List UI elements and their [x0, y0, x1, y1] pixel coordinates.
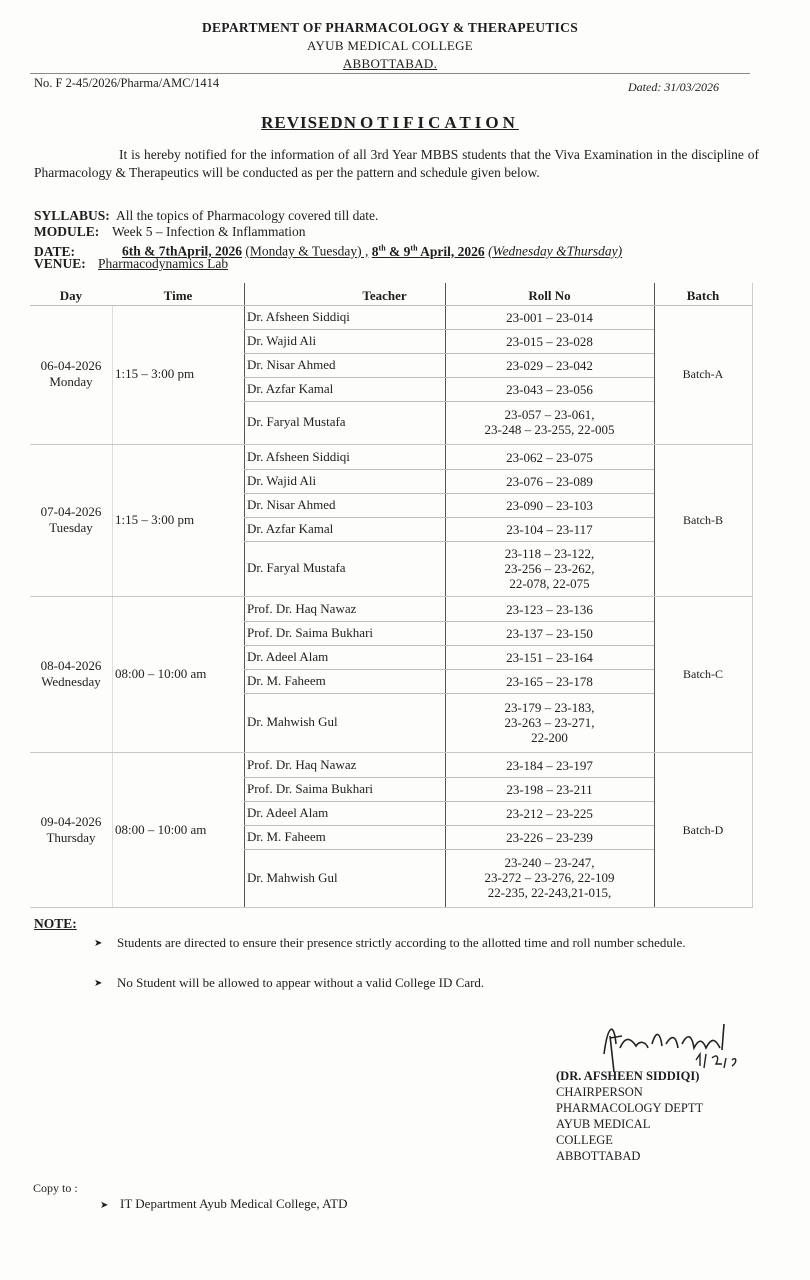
roll-number-range: 23-248 – 23-255, 22-005 — [484, 422, 615, 437]
day-weekday: Monday — [49, 374, 93, 389]
session-time: 08:00 – 10:00 am — [115, 666, 207, 681]
batch-label: Batch-D — [682, 822, 724, 837]
batch-label: Batch-B — [683, 513, 723, 527]
roll-number-range: 23-123 – 23-136 — [506, 601, 593, 617]
bullet-arrow-icon: ➤ — [94, 938, 103, 949]
teacher-name: Dr. Adeel Alam — [247, 805, 329, 820]
syllabus-line — [34, 208, 378, 223]
teacher-name: Dr. M. Faheem — [247, 673, 326, 688]
date-second — [372, 244, 485, 259]
signatory-name: (DR. AFSHEEN SIDDIQI) — [556, 1069, 700, 1083]
table-row-divider — [244, 777, 654, 778]
date-first: 6th & 7thApril, 2026 — [122, 243, 243, 259]
table-row-divider — [244, 353, 654, 354]
signatory-block — [556, 1068, 703, 1164]
roll-number-range: 23-179 – 23-183, — [504, 699, 595, 715]
date-9-suffix: th — [410, 243, 418, 252]
table-row-divider — [244, 329, 654, 330]
teacher-name: Dr. Azfar Kamal — [247, 521, 334, 536]
roll-number-range: 23-184 – 23-197 — [506, 757, 593, 773]
note-item: No Student will be allowed to appear without a valid College ID Card. — [117, 975, 485, 990]
column-header-roll: Roll No — [528, 288, 571, 303]
column-header-day: Day — [59, 288, 83, 303]
roll-number-range: 23-263 – 23-271, — [504, 714, 595, 730]
table-row-divider — [244, 669, 654, 670]
roll-number-range: 23-076 – 23-089 — [506, 473, 593, 489]
title-revised: REVISED — [261, 113, 344, 132]
day-weekday: Wednesday — [41, 674, 101, 689]
roll-number-range: 23-226 – 23-239 — [506, 829, 593, 845]
teacher-name: Prof. Dr. Saima Bukhari — [247, 781, 374, 796]
roll-number-range: 23-062 – 23-075 — [506, 449, 593, 465]
venue-line — [34, 256, 228, 271]
table-row-divider — [244, 541, 654, 542]
venue-label: VENUE: — [34, 256, 86, 271]
syllabus-value: All the topics of Pharmacology covered till date. — [116, 208, 379, 223]
batch-label: Batch-A — [682, 367, 724, 381]
table-row-divider — [244, 493, 654, 494]
teacher-name: Dr. Azfar Kamal — [247, 381, 334, 396]
roll-number-range: 22-078, 22-075 — [509, 575, 590, 591]
roll-number-range: 22-235, 22-243,21-015, — [487, 885, 612, 900]
day-date: 07-04-2026 — [40, 504, 102, 519]
title-notification: NOTIFICATION — [343, 113, 519, 132]
table-group-divider — [30, 752, 752, 753]
teacher-name: Dr. Wajid Ali — [247, 333, 317, 348]
roll-number-range: 23-118 – 23-122, — [504, 545, 595, 561]
table-row-divider — [244, 469, 654, 470]
teacher-name: Dr. Adeel Alam — [247, 649, 329, 664]
copy-to-label: Copy to : — [33, 1181, 78, 1195]
intro-paragraph: It is hereby notified for the information of all 3rd Year MBBS students that the Viva Examination in the discipline of Pharmacology & Therapeutics will be conducted as per the pattern and schedule given below. — [34, 147, 759, 180]
session-time: 1:15 – 3:00 pm — [115, 366, 195, 381]
table-row-divider — [244, 621, 654, 622]
table-row-divider — [244, 401, 654, 402]
table-row-divider — [244, 693, 654, 694]
table-row-divider — [244, 517, 654, 518]
module-label: MODULE: — [34, 224, 100, 239]
roll-number-range: 23-212 – 23-225 — [506, 805, 593, 821]
roll-number-range: 23-001 – 23-014 — [506, 309, 593, 325]
dated: Dated: 31/03/2026 — [628, 80, 719, 94]
roll-number-range: 23-240 – 23-247, — [504, 855, 595, 870]
date-8: 8 — [371, 243, 379, 259]
date-9: & 9 — [389, 243, 411, 259]
table-column-divider — [112, 305, 113, 908]
page-title — [0, 113, 780, 133]
session-time: 08:00 – 10:00 am — [115, 821, 207, 837]
date-first-days: (Monday & Tuesday) , — [245, 243, 369, 259]
table-row-divider — [244, 825, 654, 826]
module-line — [34, 224, 305, 239]
teacher-name: Dr. Mahwish Gul — [247, 714, 338, 729]
college-city: ABBOTTABAD. — [342, 56, 438, 71]
bullet-arrow-icon: ➤ — [100, 1200, 109, 1211]
table-row-divider — [244, 645, 654, 646]
roll-number-range: 23-029 – 23-042 — [506, 357, 593, 373]
teacher-name: Dr. Nisar Ahmed — [247, 357, 336, 372]
roll-number-range: 23-057 – 23-061, — [504, 407, 595, 422]
teacher-name: Dr. Faryal Mustafa — [247, 414, 346, 429]
teacher-name: Dr. Wajid Ali — [247, 473, 317, 488]
roll-number-range: 23-104 – 23-117 — [506, 521, 593, 537]
teacher-name: Dr. Nisar Ahmed — [247, 497, 336, 512]
teacher-name: Dr. Afsheen Siddiqi — [247, 309, 350, 324]
day-date: 09-04-2026 — [40, 813, 102, 829]
reference-number: No. F 2-45/2026/Pharma/AMC/1414 — [34, 76, 220, 90]
teacher-name: Prof. Dr. Saima Bukhari — [247, 625, 374, 640]
column-header-teacher: Teacher — [362, 288, 407, 303]
day-date: 06-04-2026 — [40, 358, 102, 373]
teacher-name: Prof. Dr. Haq Nawaz — [247, 601, 357, 616]
module-value: Week 5 – Infection & Inflammation — [112, 224, 306, 239]
table-header-divider — [30, 305, 752, 306]
table-group-divider — [30, 596, 752, 597]
column-header-batch: Batch — [686, 288, 720, 303]
bullet-arrow-icon: ➤ — [94, 978, 103, 989]
teacher-name: Prof. Dr. Haq Nawaz — [247, 757, 357, 772]
roll-number-range: 23-137 – 23-150 — [506, 625, 593, 641]
roll-number-range: 23-090 – 23-103 — [506, 497, 593, 513]
college-name: AYUB MEDICAL COLLEGE — [306, 38, 474, 53]
day-weekday: Thursday — [46, 829, 96, 845]
session-time: 1:15 – 3:00 pm — [115, 512, 195, 527]
syllabus-label: SYLLABUS: — [34, 208, 110, 223]
signatory-institution-2: COLLEGE — [556, 1133, 613, 1147]
teacher-name: Dr. Faryal Mustafa — [247, 560, 346, 575]
day-date: 08-04-2026 — [40, 658, 102, 673]
signatory-institution: AYUB MEDICAL — [556, 1117, 651, 1131]
date-second-days: (Wednesday &Thursday) — [488, 243, 623, 259]
date-8-suffix: th — [378, 243, 386, 252]
roll-number-range: 22-200 — [531, 729, 568, 745]
roll-number-range: 23-151 – 23-164 — [506, 649, 593, 665]
teacher-name: Dr. Mahwish Gul — [247, 869, 338, 885]
copy-to-item: IT Department Ayub Medical College, ATD — [120, 1196, 348, 1211]
roll-number-range: 23-198 – 23-211 — [506, 781, 593, 797]
signatory-designation: CHAIRPERSON — [556, 1085, 643, 1099]
roll-number-range: 23-165 – 23-178 — [506, 673, 593, 689]
venue-value: Pharmacodynamics Lab — [98, 256, 229, 271]
table-row-divider — [244, 377, 654, 378]
table-group-divider — [30, 444, 752, 445]
batch-label: Batch-C — [683, 667, 723, 681]
note-heading: NOTE: — [34, 916, 77, 931]
signatory-city: ABBOTTABAD — [556, 1149, 641, 1163]
roll-number-range: 23-272 – 23-276, 22-109 — [484, 870, 615, 885]
day-weekday: Tuesday — [49, 520, 93, 535]
teacher-name: Dr. Afsheen Siddiqi — [247, 449, 350, 464]
date-second-month: April, 2026 — [420, 243, 485, 259]
signatory-department: PHARMACOLOGY DEPTT — [556, 1101, 704, 1115]
table-row-divider — [244, 801, 654, 802]
roll-number-range: 23-043 – 23-056 — [506, 381, 593, 397]
date-label: DATE: — [34, 243, 76, 259]
handwritten-signature — [596, 1014, 766, 1074]
roll-number-range: 23-256 – 23-262, — [504, 560, 595, 576]
header-divider — [30, 73, 750, 74]
table-column-divider — [752, 283, 753, 908]
column-header-time: Time — [163, 288, 193, 303]
department-name: DEPARTMENT OF PHARMACOLOGY & THERAPEUTICS — [201, 20, 579, 35]
note-item: Students are directed to ensure their presence strictly according to the allotted time and roll number schedule. — [117, 935, 686, 950]
table-group-divider — [30, 907, 752, 908]
roll-number-range: 23-015 – 23-028 — [506, 333, 593, 349]
table-row-divider — [244, 849, 654, 850]
teacher-name: Dr. M. Faheem — [247, 829, 326, 844]
